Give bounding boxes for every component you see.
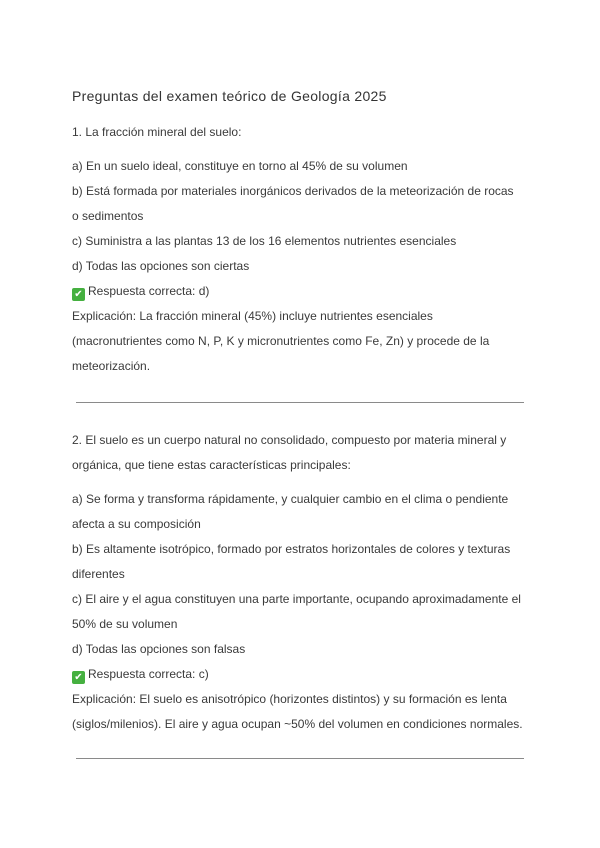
q1-answer [72,283,209,301]
q2-explanation-line-2: (siglos/milenios). El aire y agua ocupan ~50% del volumen en condiciones normales. [72,717,523,731]
q2-option-b-cont: diferentes [72,567,125,581]
q2-option-c-cont: 50% de su volumen [72,617,178,631]
q2-option-b: b) Es altamente isotrópico, formado por estratos horizontales de colores y texturas [72,542,511,556]
section-divider [76,758,524,759]
q2-option-a-cont: afecta a su composición [72,517,201,531]
q1-option-b-cont: o sedimentos [72,209,144,223]
page-title: Preguntas del examen teórico de Geología 2025 [72,88,387,104]
q2-option-c: c) El aire y el agua constituyen una parte importante, ocupando aproximadamente el [72,592,521,606]
q1-option-d: d) Todas las opciones son ciertas [72,259,250,273]
q2-answer-text: Respuesta correcta: c) [88,667,209,681]
q1-option-b: b) Está formada por materiales inorgánicos derivados de la meteorización de rocas [72,184,514,198]
q2-option-a: a) Se forma y transforma rápidamente, y cualquier cambio en el clima o pendiente [72,492,509,506]
q1-explanation-line-2: (macronutrientes como N, P, K y micronutrientes como Fe, Zn) y procede de la [72,334,490,348]
question-2-text-line-1: 2. El suelo es un cuerpo natural no consolidado, compuesto por materia mineral y [72,433,507,447]
q1-answer-text: Respuesta correcta: d) [88,284,210,298]
section-divider [76,402,524,403]
q2-answer [72,666,209,684]
q1-option-c: c) Suministra a las plantas 13 de los 16 elementos nutrientes esenciales [72,234,457,248]
question-1-text: 1. La fracción mineral del suelo: [72,125,242,139]
q2-explanation-line-1: Explicación: El suelo es anisotrópico (horizontes distintos) y su formación es lenta [72,692,507,706]
check-mark-button-icon: ✔ [72,671,85,684]
q2-option-d: d) Todas las opciones son falsas [72,642,246,656]
question-2-text-line-2: orgánica, que tiene estas características principales: [72,458,351,472]
q1-option-a: a) En un suelo ideal, constituye en torno al 45% de su volumen [72,159,408,173]
check-mark-button-icon: ✔ [72,288,85,301]
q1-explanation-line-3: meteorización. [72,359,151,373]
q1-explanation-line-1: Explicación: La fracción mineral (45%) incluye nutrientes esenciales [72,309,433,323]
